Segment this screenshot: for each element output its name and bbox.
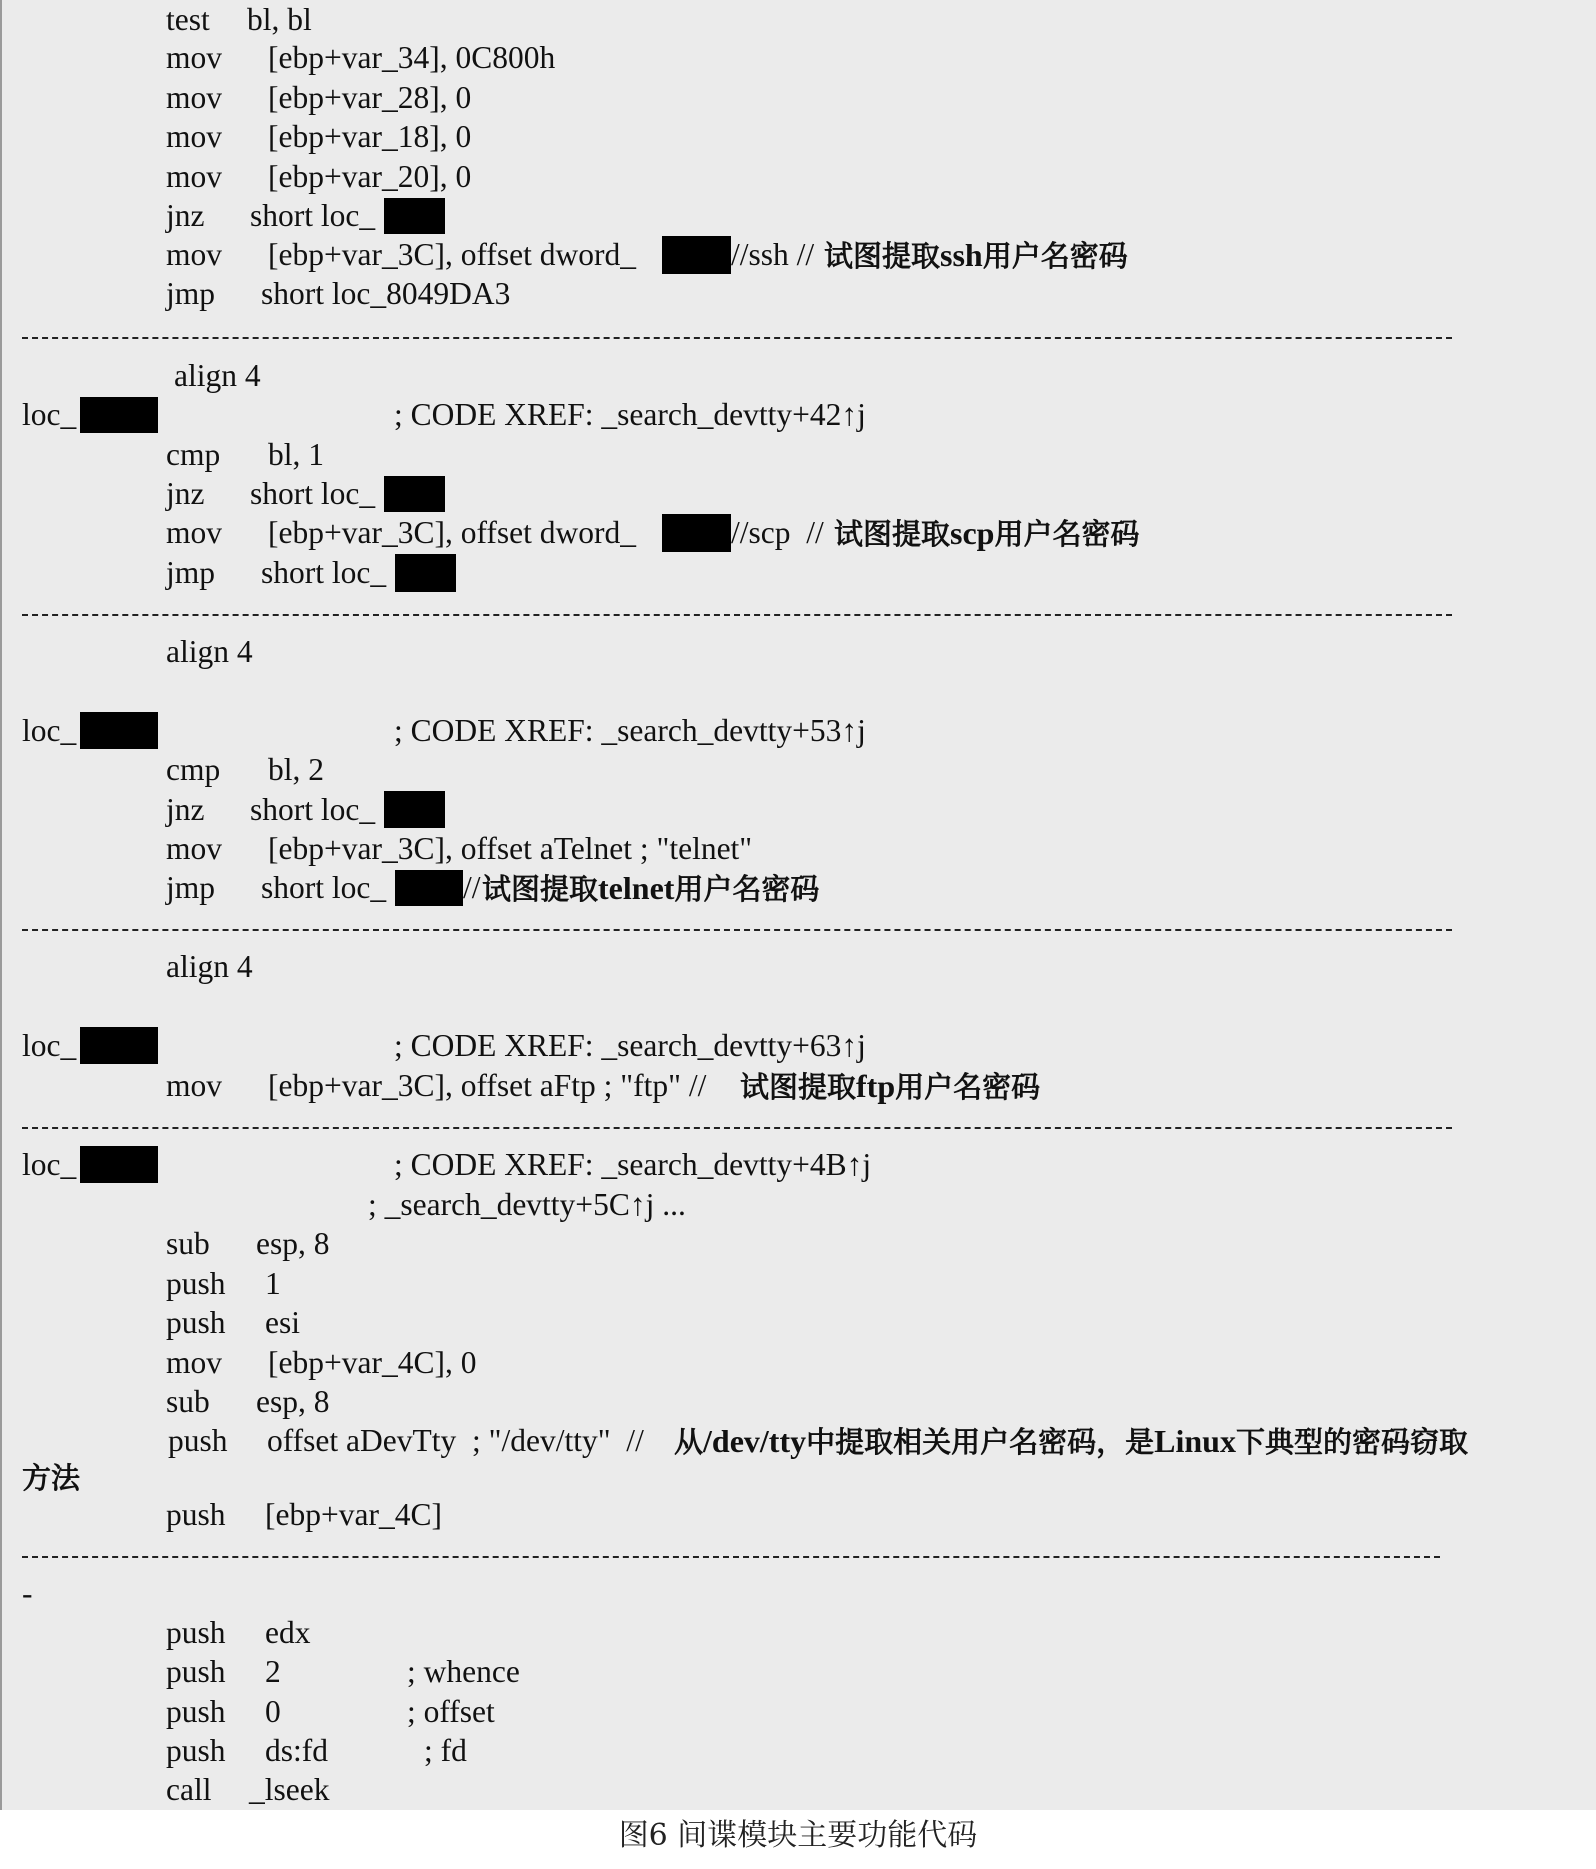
mnemonic: push — [166, 1694, 226, 1729]
code-label: loc_ — [22, 1028, 77, 1063]
redaction-block — [80, 712, 158, 749]
operands: [ebp+var_3C], offset aTelnet ; "telnet" — [268, 831, 753, 866]
mnemonic: mov — [166, 237, 223, 272]
operands: 2 — [265, 1654, 281, 1689]
comment-prefix: //ssh // — [731, 237, 815, 272]
operands: offset aDevTty ; "/dev/tty" // — [267, 1423, 644, 1458]
code-label: loc_ — [22, 397, 77, 432]
operands: short loc_ — [250, 476, 376, 511]
operands: ds:fd — [265, 1733, 328, 1768]
operands: [ebp+var_3C], offset dword_ — [268, 237, 636, 272]
redaction-block — [662, 514, 731, 552]
mnemonic: jnz — [166, 792, 205, 827]
xref-comment: ; _search_devtty+5C↑j ... — [368, 1187, 686, 1222]
section-separator — [22, 1556, 1440, 1558]
code-label: loc_ — [22, 1147, 77, 1182]
operands: [ebp+var_3C], offset aFtp ; "ftp" // — [268, 1068, 707, 1103]
mnemonic: mov — [166, 119, 223, 154]
xref-comment: ; CODE XREF: _search_devtty+53↑j — [394, 713, 866, 748]
xref-comment: ; CODE XREF: _search_devtty+42↑j — [394, 397, 866, 432]
section-separator — [22, 337, 1452, 339]
mnemonic: mov — [166, 159, 223, 194]
operands: [ebp+var_3C], offset dword_ — [268, 515, 636, 550]
operands: [ebp+var_4C] — [265, 1497, 442, 1532]
arg-comment: ; whence — [407, 1654, 520, 1689]
mnemonic: cmp — [166, 752, 221, 787]
xref-comment: ; CODE XREF: _search_devtty+63↑j — [394, 1028, 866, 1063]
separator-overflow: - — [22, 1576, 33, 1611]
mnemonic: mov — [166, 515, 223, 550]
mnemonic: sub — [166, 1226, 210, 1261]
mnemonic: push — [166, 1654, 226, 1689]
redaction-block — [384, 198, 445, 234]
mnemonic: jnz — [166, 198, 205, 233]
operands: short loc_ — [250, 792, 376, 827]
figure-caption: 图6 间谍模块主要功能代码 — [618, 1818, 978, 1853]
operands: short loc_ — [250, 198, 376, 233]
section-separator — [22, 1127, 1452, 1129]
section-separator — [22, 614, 1452, 616]
mnemonic: push — [166, 1305, 226, 1340]
redaction-block — [80, 1027, 158, 1064]
mnemonic: cmp — [166, 437, 221, 472]
operands: [ebp+var_34], 0C800h — [268, 40, 556, 75]
mnemonic: mov — [166, 80, 223, 115]
redaction-block — [395, 870, 463, 906]
arg-comment: ; offset — [407, 1694, 495, 1729]
annotation-comment-wrap: 方法 — [22, 1461, 81, 1495]
mnemonic: mov — [166, 1345, 223, 1380]
xref-comment: ; CODE XREF: _search_devtty+4B↑j — [394, 1147, 872, 1182]
operands: short loc_ — [261, 555, 387, 590]
comment-prefix: //scp // — [731, 515, 824, 550]
operands: short loc_ — [261, 870, 387, 905]
operands: bl, 1 — [268, 437, 325, 472]
mnemonic: mov — [166, 40, 223, 75]
operands: [ebp+var_28], 0 — [268, 80, 472, 115]
mnemonic: jmp — [166, 870, 216, 905]
operands: [ebp+var_20], 0 — [268, 159, 472, 194]
redaction-block — [80, 1146, 158, 1183]
mnemonic: push — [166, 1615, 226, 1650]
redaction-block — [384, 476, 445, 512]
mnemonic: jmp — [166, 276, 216, 311]
operands: bl, bl — [247, 2, 312, 37]
operands: edx — [265, 1615, 311, 1650]
arg-comment: ; fd — [424, 1733, 467, 1768]
operands: _lseek — [249, 1772, 330, 1807]
directive: align 4 — [174, 358, 261, 393]
mnemonic: push — [166, 1266, 226, 1301]
mnemonic: push — [168, 1423, 228, 1458]
mnemonic: sub — [166, 1384, 210, 1419]
directive: align 4 — [166, 634, 253, 669]
mnemonic: push — [166, 1497, 226, 1532]
mnemonic: test — [166, 2, 210, 37]
mnemonic: jnz — [166, 476, 205, 511]
redaction-block — [662, 236, 731, 274]
mnemonic: mov — [166, 1068, 223, 1103]
operands: 0 — [265, 1694, 281, 1729]
mnemonic: mov — [166, 831, 223, 866]
code-label: loc_ — [22, 713, 77, 748]
annotation-comment: 试图提取telnet用户名密码 — [482, 870, 820, 906]
comment-prefix: // — [463, 870, 481, 905]
operands: esi — [265, 1305, 300, 1340]
mnemonic: push — [166, 1733, 226, 1768]
redaction-block — [80, 397, 158, 433]
operands: [ebp+var_18], 0 — [268, 119, 472, 154]
annotation-comment: 试图提取scp用户名密码 — [834, 515, 1140, 551]
operands: esp, 8 — [256, 1226, 330, 1261]
operands: short loc_8049DA3 — [261, 276, 511, 311]
mnemonic: call — [166, 1772, 212, 1807]
redaction-block — [384, 791, 445, 828]
operands: 1 — [265, 1266, 281, 1301]
mnemonic: jmp — [166, 555, 216, 590]
operands: esp, 8 — [256, 1384, 330, 1419]
operands: [ebp+var_4C], 0 — [268, 1345, 477, 1380]
directive: align 4 — [166, 949, 253, 984]
redaction-block — [395, 554, 456, 592]
annotation-comment: 试图提取ftp用户名密码 — [740, 1068, 1041, 1104]
annotation-comment: 从/dev/tty中提取相关用户名密码，是Linux下典型的密码窃取 — [674, 1423, 1468, 1459]
annotation-comment: 试图提取ssh用户名密码 — [824, 237, 1128, 273]
operands: bl, 2 — [268, 752, 325, 787]
section-separator — [22, 929, 1452, 931]
